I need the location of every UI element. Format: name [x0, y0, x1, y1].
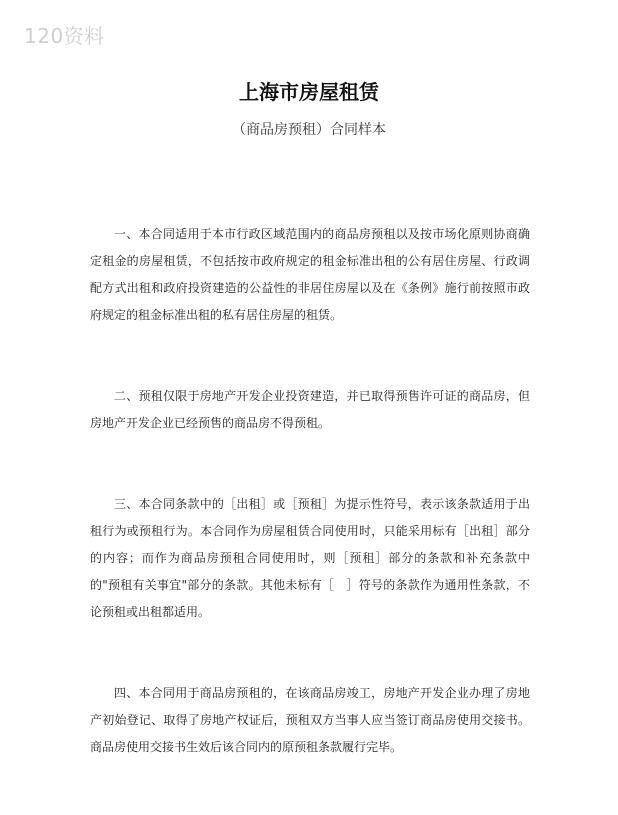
paragraph-line: 房地产开发企业已经预售的商品房不得预租。 — [90, 416, 331, 430]
watermark-logo: 120资料 — [24, 24, 105, 48]
document-body — [90, 221, 530, 815]
paragraph-line: 的内容；而作为商品房预租合同使用时，则［预租］部分的条款和补充条款中 — [90, 551, 530, 565]
paragraph-line: 的"预租有关事宜"部分的条款。其他未标有［ ］符号的条款作为通用性条款，不 — [90, 578, 530, 592]
document-subtitle: （商品房预租）合同样本 — [232, 122, 386, 138]
paragraph-4 — [90, 680, 530, 761]
paragraph-line: 四、本合同用于商品房预租的，在该商品房竣工，房地产开发企业办理了房地 — [114, 686, 530, 700]
paragraph-line: 二、预租仅限于房地产开发企业投资建造，并已取得预售许可证的商品房，但 — [114, 389, 530, 403]
paragraph-line: 一、本合同适用于本市行政区域范围内的商品房预租以及按市场化原则协商确 — [114, 227, 530, 241]
paragraph-line: 定租金的房屋租赁，不包括按市政府规定的租金标准出租的公有居住房屋、行政调 — [90, 254, 530, 268]
paragraph-line: 商品房使用交接书生效后该合同内的原预租条款履行完毕。 — [90, 740, 403, 754]
paragraph-line: 府规定的租金标准出租的私有居住房屋的租赁。 — [90, 308, 343, 322]
paragraph-1 — [90, 221, 530, 329]
paragraph-3 — [90, 491, 530, 626]
paragraph-line: 产初始登记、取得了房地产权证后，预租双方当事人应当签订商品房使用交接书。 — [90, 713, 530, 727]
document-title: 上海市房屋租赁 — [239, 80, 379, 104]
paragraph-2 — [90, 383, 530, 437]
paragraph-line: 租行为或预租行为。本合同作为房屋租赁合同使用时，只能采用标有［出租］部分 — [90, 524, 530, 538]
paragraph-line: 配方式出租和政府投资建造的公益性的非居住房屋以及在《条例》施行前按照市政 — [90, 281, 530, 295]
paragraph-line: 三、本合同条款中的［出租］或［预租］为提示性符号，表示该条款适用于出 — [114, 497, 530, 511]
paragraph-line: 论预租或出租都适用。 — [90, 605, 211, 619]
